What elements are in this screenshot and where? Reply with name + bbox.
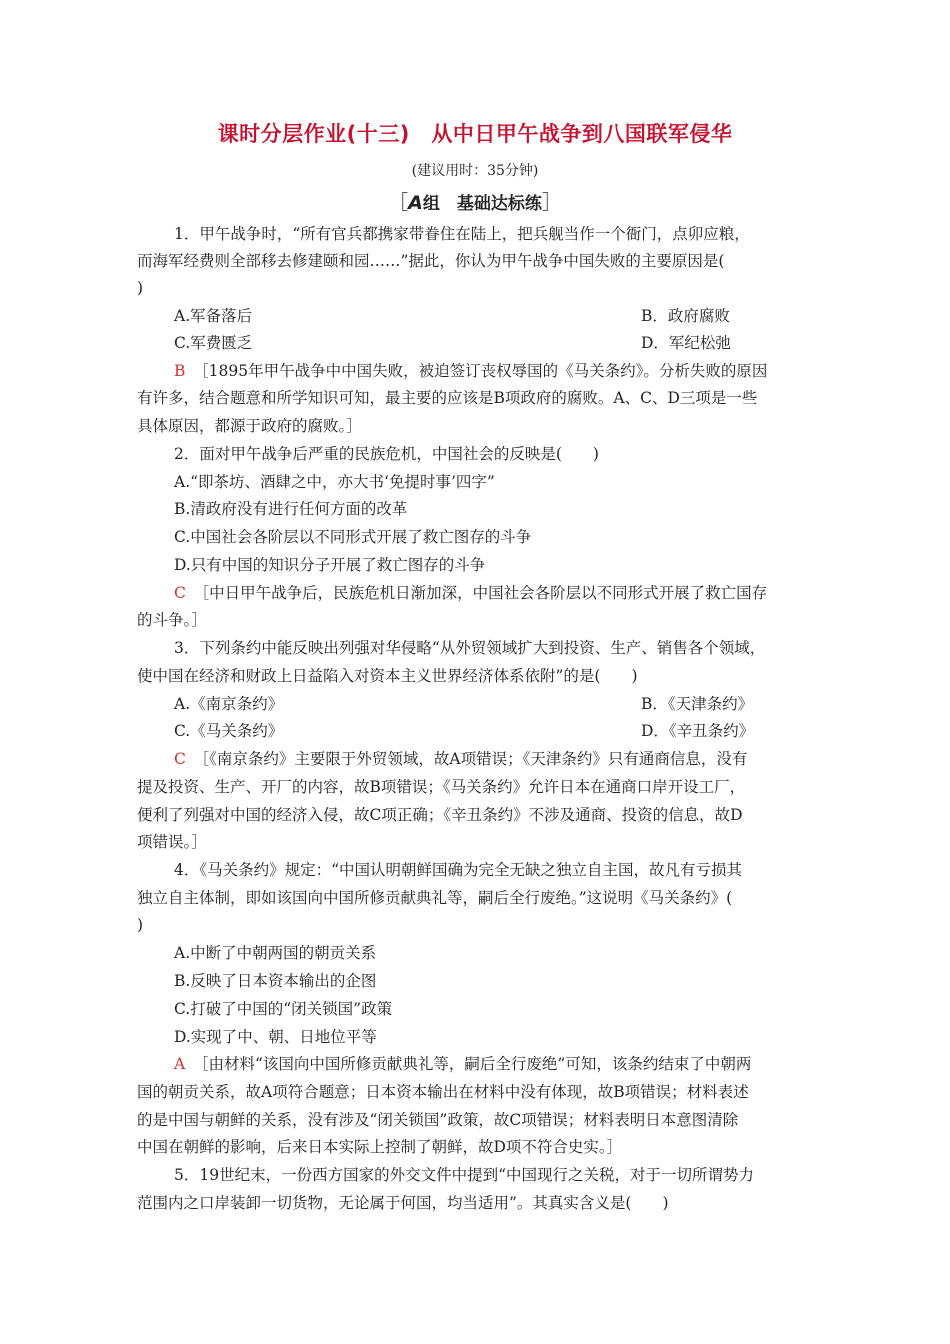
bracket-open: ［ — [388, 190, 409, 214]
answer-letter: C — [174, 750, 186, 768]
answer-letter: B — [174, 362, 186, 380]
option-c: C.《马关条约》 — [174, 722, 284, 740]
question-1-line-3: ) — [137, 279, 144, 297]
question-3-options-row-1 — [174, 694, 854, 714]
question-4-option-d: D.实现了中、朝、日地位平等 — [174, 1028, 377, 1046]
answer-letter: A — [174, 1055, 186, 1073]
option-b: B．《天津条约》 — [641, 695, 754, 713]
question-4-explanation-line-2: 国的朝贡关系，故A项符合题意；日本资本输出在材料中没有体现，故B项错误；材料表述 — [137, 1083, 749, 1101]
question-2-option-c: C.中国社会各阶层以不同形式开展了救亡图存的斗争 — [174, 528, 532, 546]
question-2-option-d: D.只有中国的知识分子开展了救亡图存的斗争 — [174, 556, 486, 574]
question-3-explanation-line-1: C ［《南京条约》主要限于外贸领域，故A项错误；《天津条约》只有通商信息，没有 — [174, 750, 748, 768]
question-3-explanation-line-3: 便利了列强对中国的经济入侵，故C项正确；《辛丑条约》不涉及通商、投资的信息，故D — [137, 806, 743, 824]
option-d: D．军纪松弛 — [641, 334, 731, 352]
question-4-line-2: 独立自主体制，即如该国向中国所修贡献典礼等，嗣后全行废绝。”这说明《马关条约》( — [137, 889, 733, 907]
page-title: 课时分层作业(十三) 从中日甲午战争到八国联军侵华 — [217, 122, 733, 146]
question-2-line-1: 2．面对甲午战争后严重的民族危机，中国社会的反映是( ) — [174, 445, 599, 463]
option-d: D．《辛丑条约》 — [641, 722, 755, 740]
question-4-explanation-line-1: A ［由材料“该国向中国所修贡献典礼等，嗣后全行废绝”可知，该条约结束了中朝两 — [174, 1055, 752, 1073]
group-label: 组 基础达标练 — [422, 194, 542, 214]
question-4-line-1: 4．《马关条约》规定：“中国认明朝鲜国确为完全无缺之独立自主国，故凡有亏损其 — [174, 861, 743, 879]
question-2-explanation-line-1: C ［中日甲午战争后，民族危机日渐加深，中国社会各阶层以不同形式开展了救亡国存 — [174, 584, 768, 602]
question-2-option-a: A.“即茶坊、酒肆之中，亦大书‘免提时事’四字” — [174, 473, 495, 491]
option-c: C.军费匮乏 — [174, 334, 253, 352]
question-4-explanation-line-4: 中国在朝鲜的影响，后来日本实际上控制了朝鲜，故D项不符合史实。］ — [137, 1138, 623, 1156]
question-5-line-1: 5．19世纪末，一份西方国家的外交文件中提到“中国现行之关税，对于一切所谓势力 — [174, 1166, 755, 1184]
option-b: B．政府腐败 — [641, 307, 730, 325]
section-header — [0, 186, 950, 215]
question-4-explanation-line-3: 的是中国与朝鲜的关系，没有涉及“闭关锁国”政策，故C项错误；材料表明日本意图清除 — [137, 1111, 739, 1129]
question-5-line-2: 范围内之口岸装卸一切货物，无论属于何国，均当适用”。其真实含义是( ) — [137, 1194, 669, 1212]
question-3-options-row-2 — [174, 721, 854, 741]
question-4-line-3: ) — [137, 916, 144, 934]
question-3-line-2: 使中国在经济和财政上日益陷入对资本主义世界经济体系依附”的是( ) — [137, 667, 638, 685]
question-4-option-b: B.反映了日本资本输出的企图 — [174, 972, 377, 990]
question-1-options-row-1 — [174, 306, 854, 326]
question-1-options-row-2 — [174, 333, 854, 353]
option-a: A.军备落后 — [174, 307, 253, 325]
question-4-option-c: C.打破了中国的“闭关锁国”政策 — [174, 1000, 393, 1018]
question-3-explanation-line-4: 项错误。］ — [137, 833, 207, 851]
question-1-explanation-line-3: 具体原因，都源于政府的腐败。］ — [137, 417, 362, 435]
group-letter: A — [408, 192, 423, 214]
question-1-line-1: 1．甲午战争时，“所有官兵都携家带眷住在陆上，把兵舰当作一个衙门，点卯应粮， — [174, 225, 750, 243]
answer-letter: C — [174, 584, 186, 602]
suggested-time: (建议用时：35分钟) — [411, 163, 539, 179]
question-1-explanation-line-2: 有许多，结合题意和所学知识可知，最主要的应该是B项政府的腐败。A、C、D三项是一些 — [137, 389, 758, 407]
option-a: A.《南京条约》 — [174, 695, 284, 713]
question-1-line-2: 而海军经费则全部移去修建颐和园……”据此，你认为甲午战争中国失败的主要原因是( — [137, 252, 725, 270]
question-1-explanation-line-1: B ［1895年甲午战争中中国失败，被迫签订丧权辱国的《马关条约》。分析失败的原因 — [174, 362, 768, 380]
bracket-close: ］ — [541, 190, 562, 214]
question-3-line-1: 3．下列条约中能反映出列强对华侵略“从外贸领域扩大到投资、生产、销售各个领域， — [174, 639, 766, 657]
question-2-explanation-line-2: 的斗争。］ — [137, 611, 207, 629]
question-2-option-b: B.清政府没有进行任何方面的改革 — [174, 500, 408, 518]
question-4-option-a: A.中断了中朝两国的朝贡关系 — [174, 944, 377, 962]
question-3-explanation-line-2: 提及投资、生产、开厂的内容，故B项错误；《马关条约》允许日本在通商口岸开设工厂， — [137, 778, 746, 796]
